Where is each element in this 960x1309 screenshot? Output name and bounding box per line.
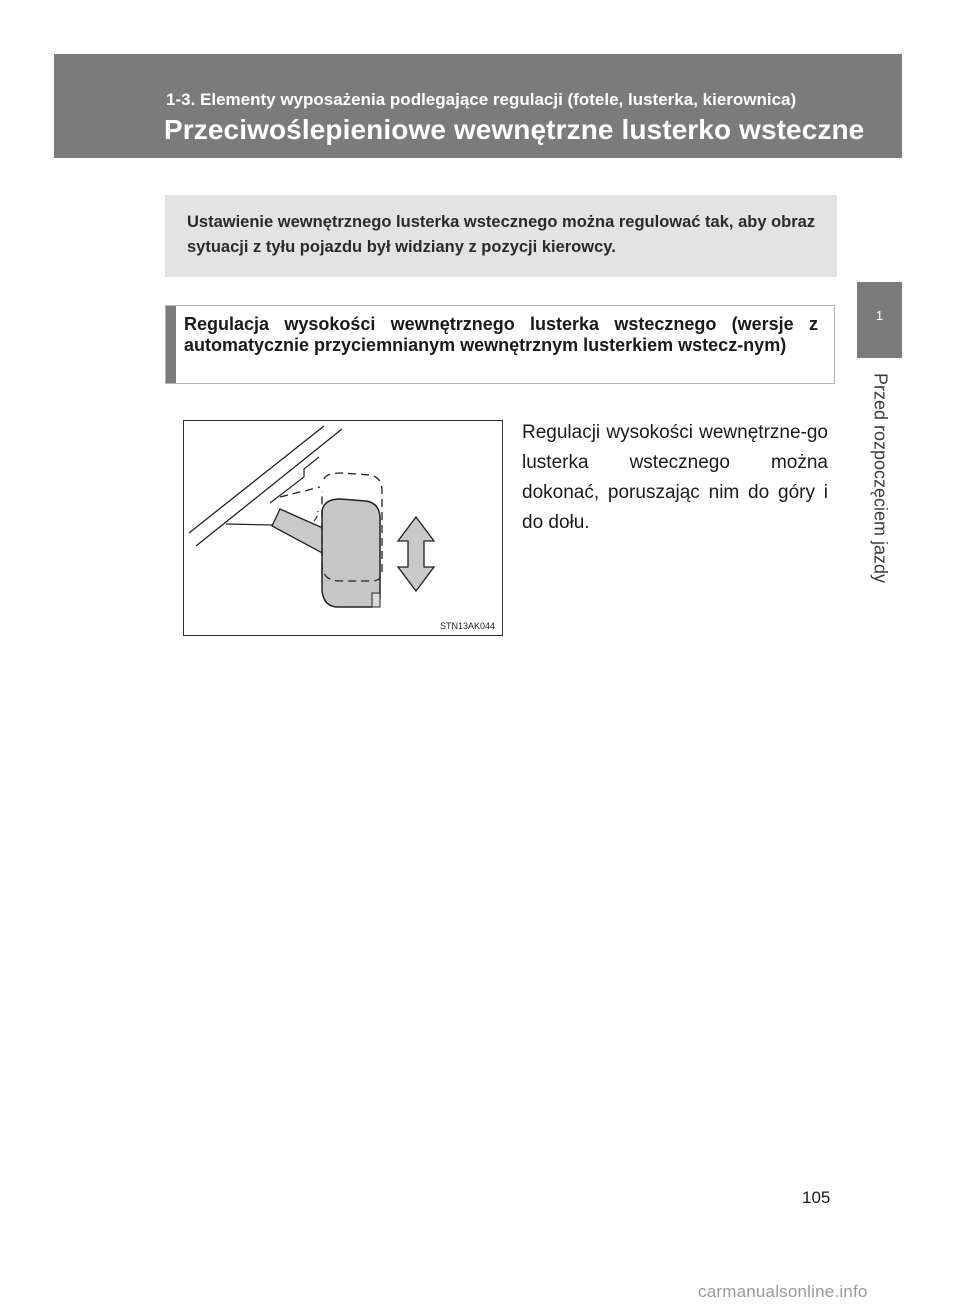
chapter-tab bbox=[857, 282, 902, 358]
up-down-arrow bbox=[398, 517, 434, 591]
chapter-label: Przed rozpoczęciem jazdy bbox=[870, 372, 891, 584]
chapter-number: 1 bbox=[875, 308, 884, 323]
page-title: Przeciwoślepieniowe wewnętrzne lusterko wsteczne bbox=[164, 114, 865, 145]
site-watermark: carmanualsonline.info bbox=[698, 1282, 868, 1301]
mirror-drawing bbox=[184, 421, 504, 637]
body-paragraph: Regulacji wysokości wewnętrzne-go lusterka wstecznego można dokonać, poruszając nim do góry i do dołu. bbox=[522, 422, 828, 533]
mirror-body bbox=[322, 499, 380, 607]
mirror-button bbox=[372, 593, 380, 607]
section-heading: 1-3. Elementy wyposażenia podlegające regulacji (fotele, lusterka, kierownica) bbox=[166, 90, 797, 109]
subheading-box bbox=[165, 305, 835, 384]
intro-text: Ustawienie wewnętrznego lusterka wstecznego można regulować tak, aby obraz sytuacji z tyłu pojazdu był widziany z pozycji kierowcy. bbox=[187, 213, 816, 256]
intro-box bbox=[165, 195, 837, 277]
page-header bbox=[54, 54, 902, 158]
mirror-upper-edge bbox=[314, 511, 318, 521]
subheading-text: Regulacja wysokości wewnętrznego lusterka wstecznego (wersje z automatycznie przyciemnianym wewnętrznym lusterkiem wstecz-nym) bbox=[184, 314, 818, 355]
subheading-accent-bar bbox=[166, 306, 176, 383]
mirror-illustration bbox=[183, 420, 503, 636]
figure-code: STN13AK044 bbox=[439, 621, 495, 631]
page-number: 105 bbox=[802, 1188, 831, 1207]
windshield-line-outer bbox=[189, 426, 324, 533]
